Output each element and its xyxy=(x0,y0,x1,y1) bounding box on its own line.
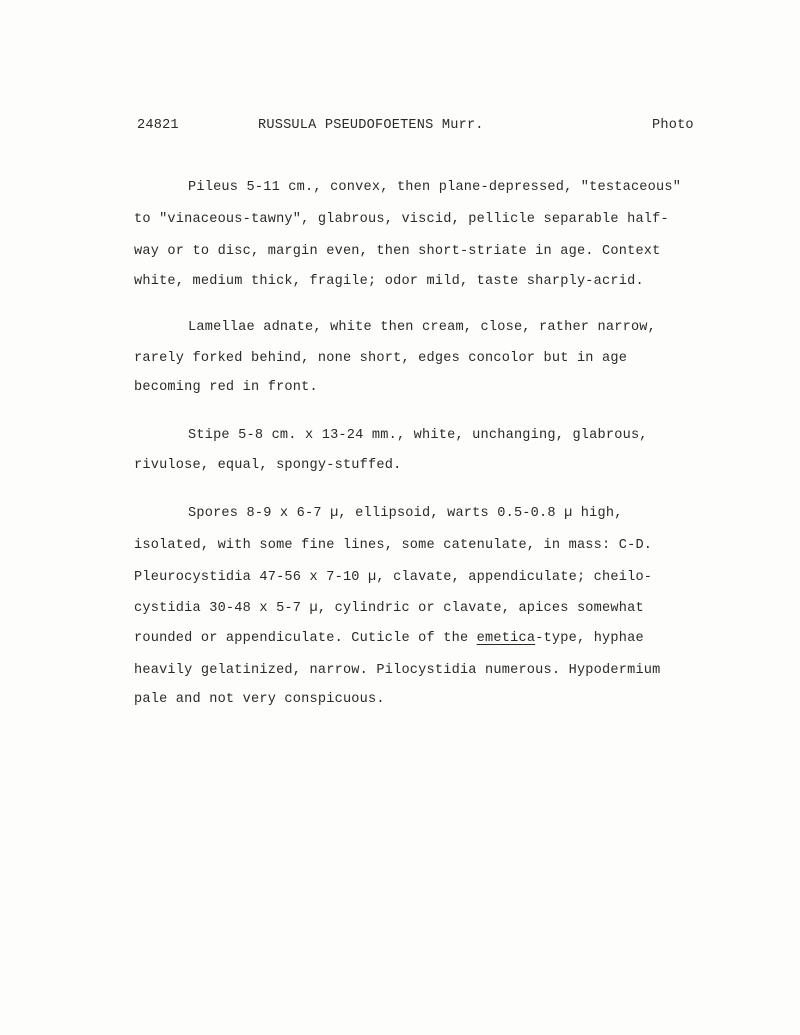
spores-line: heavily gelatinized, narrow. Pilocystidia numerous. Hypodermium xyxy=(134,663,661,678)
spores-line: Pleurocystidia 47-56 x 7-10 µ, clavate, appendiculate; cheilo- xyxy=(134,570,653,585)
spores-line: cystidia 30-48 x 5-7 µ, cylindric or clavate, apices somewhat xyxy=(134,601,644,616)
lamellae-line: becoming red in front. xyxy=(134,380,318,395)
spores-line: Spores 8-9 x 6-7 µ, ellipsoid, warts 0.5-0.8 µ high, xyxy=(188,506,623,521)
spores-line: isolated, with some fine lines, some catenulate, in mass: C-D. xyxy=(134,538,653,553)
spores-line-text: -type, hyphae xyxy=(535,631,644,646)
lamellae-line: Lamellae adnate, white then cream, close, rather narrow, xyxy=(188,320,657,335)
pileus-line: white, medium thick, fragile; odor mild, taste sharply-acrid. xyxy=(134,274,644,289)
photo-label: Photo xyxy=(652,118,694,133)
spores-line xyxy=(134,631,644,646)
pileus-line: Pileus 5-11 cm., convex, then plane-depressed, "testaceous" xyxy=(188,180,682,195)
stipe-line: rivulose, equal, spongy-stuffed. xyxy=(134,458,402,473)
pileus-line: to "vinaceous-tawny", glabrous, viscid, pellicle separable half- xyxy=(134,212,669,227)
species-title: RUSSULA PSEUDOFOETENS Murr. xyxy=(258,118,484,133)
lamellae-line: rarely forked behind, none short, edges concolor but in age xyxy=(134,351,628,366)
emetica-term: emetica xyxy=(476,631,536,646)
accession-number: 24821 xyxy=(137,118,179,133)
header-row xyxy=(0,118,800,138)
pileus-line: way or to disc, margin even, then short-striate in age. Context xyxy=(134,244,661,259)
spores-line: pale and not very conspicuous. xyxy=(134,692,385,707)
spores-line-text: rounded or appendiculate. Cuticle of the xyxy=(134,631,477,646)
stipe-line: Stipe 5-8 cm. x 13-24 mm., white, unchanging, glabrous, xyxy=(188,428,648,443)
